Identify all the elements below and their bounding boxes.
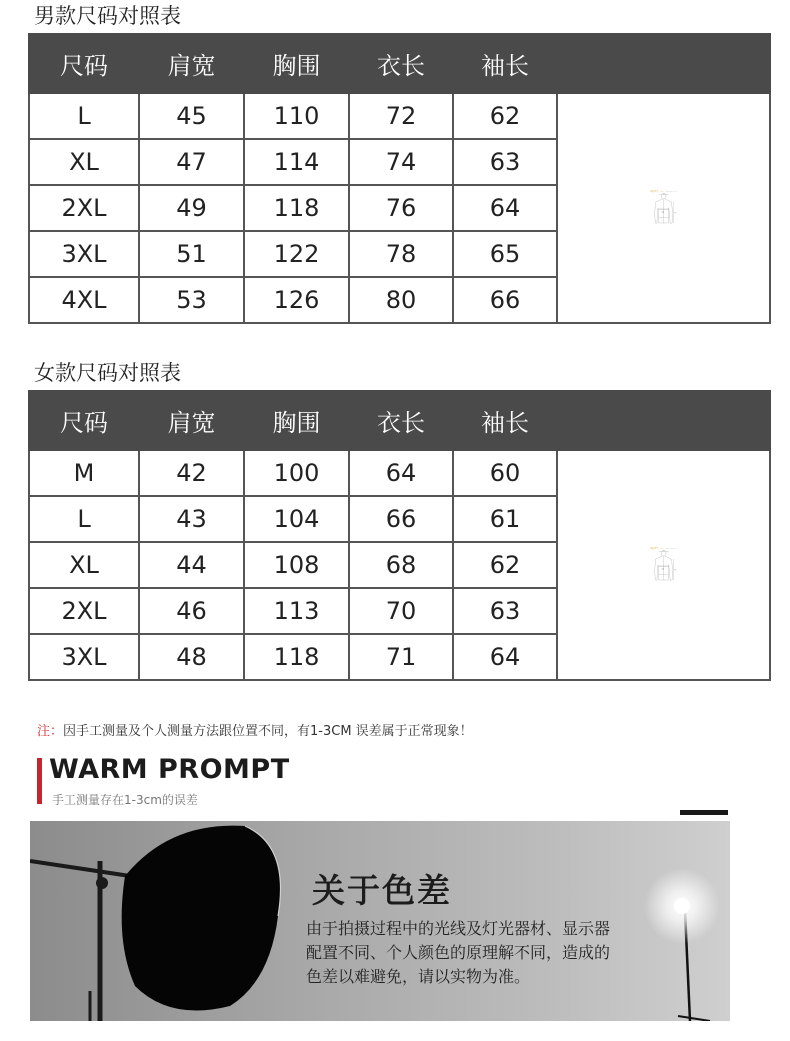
table-cell: 74 <box>349 139 453 185</box>
table-cell: 63 <box>453 588 557 634</box>
header-cell: 尺码 <box>29 391 139 450</box>
jacket-outline <box>655 194 673 224</box>
table-cell: 51 <box>139 231 244 277</box>
table-cell: 78 <box>349 231 453 277</box>
header-cell: 尺码 <box>29 34 139 93</box>
table-cell: 76 <box>349 185 453 231</box>
table-cell: XL <box>29 542 139 588</box>
table-cell: 63 <box>453 139 557 185</box>
color-notice-text <box>306 917 666 989</box>
table-cell: 60 <box>453 450 557 496</box>
table-cell: 64 <box>349 450 453 496</box>
measurement-diagram-cell <box>557 93 770 323</box>
header-cell: 衣长 <box>349 391 453 450</box>
jacket-measurement-diagram <box>558 186 769 230</box>
measure-lines <box>659 552 674 580</box>
men-size-title: 男款尺码对照表 <box>34 4 181 28</box>
table-cell: 49 <box>139 185 244 231</box>
note-text: 因手工测量及个人测量方法跟位置不同，有1-3CM 误差属于正常现象！ <box>63 724 473 739</box>
table-cell: 62 <box>453 542 557 588</box>
table-cell: L <box>29 496 139 542</box>
table-cell: 3XL <box>29 231 139 277</box>
chest-label: 胸围 <box>661 212 664 214</box>
table-cell: 66 <box>453 277 557 323</box>
header-cell: 肩宽 <box>139 391 244 450</box>
prompt-title: WARM PROMPT <box>49 754 290 785</box>
table-cell: 122 <box>244 231 349 277</box>
measurement-note <box>37 720 473 739</box>
table-cell: 108 <box>244 542 349 588</box>
color-notice-line: 配置不同、个人颜色的原理解不同，造成的 <box>306 943 611 962</box>
table-cell: 118 <box>244 185 349 231</box>
measurement-diagram-cell <box>557 450 770 680</box>
table-cell: 64 <box>453 185 557 231</box>
chest-label: 胸围 <box>661 569 664 571</box>
diagram-title: 测量图示 <box>650 547 659 550</box>
table-cell: L <box>29 93 139 139</box>
table-cell: 113 <box>244 588 349 634</box>
header-cell: 袖长 <box>453 391 557 450</box>
prompt-accent-bar <box>37 758 42 804</box>
table-cell: 2XL <box>29 588 139 634</box>
divider-dash <box>680 810 728 815</box>
table-row <box>29 450 770 496</box>
table-cell: 64 <box>453 634 557 680</box>
measure-lines <box>659 195 674 223</box>
table-cell: 43 <box>139 496 244 542</box>
shoulder-label: 肩宽 <box>662 194 665 196</box>
length-label: 衣长 <box>674 212 677 214</box>
table-header-row <box>29 391 770 450</box>
women-size-table <box>28 390 771 681</box>
header-cell: 肩宽 <box>139 34 244 93</box>
color-notice-line: 由于拍摄过程中的光线及灯光器材、显示器 <box>306 919 611 938</box>
diagram-title: 测量图示 <box>650 190 659 193</box>
table-cell: M <box>29 450 139 496</box>
shoulder-label: 肩宽 <box>662 551 665 553</box>
table-cell: 45 <box>139 93 244 139</box>
table-cell: 80 <box>349 277 453 323</box>
header-cell: 袖长 <box>453 34 557 93</box>
diagram-spec: SIZE SPECIFICATION <box>665 548 677 550</box>
table-cell: 100 <box>244 450 349 496</box>
table-cell: 65 <box>453 231 557 277</box>
table-cell: 2XL <box>29 185 139 231</box>
table-cell: 126 <box>244 277 349 323</box>
table-cell: 70 <box>349 588 453 634</box>
color-notice-banner <box>30 821 730 1021</box>
header-cell-empty <box>557 34 770 93</box>
header-cell-empty <box>557 391 770 450</box>
table-cell: 47 <box>139 139 244 185</box>
color-notice-title: 关于色差 <box>312 871 452 910</box>
table-cell: 68 <box>349 542 453 588</box>
jacket-measurement-diagram <box>558 543 769 587</box>
header-cell: 衣长 <box>349 34 453 93</box>
diagram-spec: SIZE SPECIFICATION <box>665 191 677 193</box>
jacket-outline <box>655 551 673 581</box>
women-size-title: 女款尺码对照表 <box>34 361 181 385</box>
table-cell: 61 <box>453 496 557 542</box>
header-cell: 胸围 <box>244 34 349 93</box>
table-cell: 3XL <box>29 634 139 680</box>
men-size-table <box>28 33 771 324</box>
table-cell: 72 <box>349 93 453 139</box>
table-cell: 42 <box>139 450 244 496</box>
length-label: 衣长 <box>674 569 677 571</box>
table-header-row <box>29 34 770 93</box>
diagram-unit: 单位CM <box>660 548 665 550</box>
diagram-unit: 单位CM <box>660 191 665 193</box>
table-cell: 62 <box>453 93 557 139</box>
table-cell: XL <box>29 139 139 185</box>
table-cell: 104 <box>244 496 349 542</box>
table-cell: 118 <box>244 634 349 680</box>
header-cell: 胸围 <box>244 391 349 450</box>
lamp-bulb <box>674 898 690 914</box>
table-cell: 4XL <box>29 277 139 323</box>
table-cell: 71 <box>349 634 453 680</box>
table-row <box>29 93 770 139</box>
table-cell: 114 <box>244 139 349 185</box>
color-notice-line: 色差以难避免，请以实物为准。 <box>306 967 531 986</box>
table-cell: 46 <box>139 588 244 634</box>
table-cell: 110 <box>244 93 349 139</box>
note-label: 注： <box>37 724 64 739</box>
prompt-subtitle: 手工测量存在1-3cm的误差 <box>52 793 198 807</box>
table-cell: 53 <box>139 277 244 323</box>
softbox-stand <box>30 861 130 1021</box>
softbox <box>122 826 281 1011</box>
table-cell: 66 <box>349 496 453 542</box>
table-cell: 44 <box>139 542 244 588</box>
table-cell: 48 <box>139 634 244 680</box>
